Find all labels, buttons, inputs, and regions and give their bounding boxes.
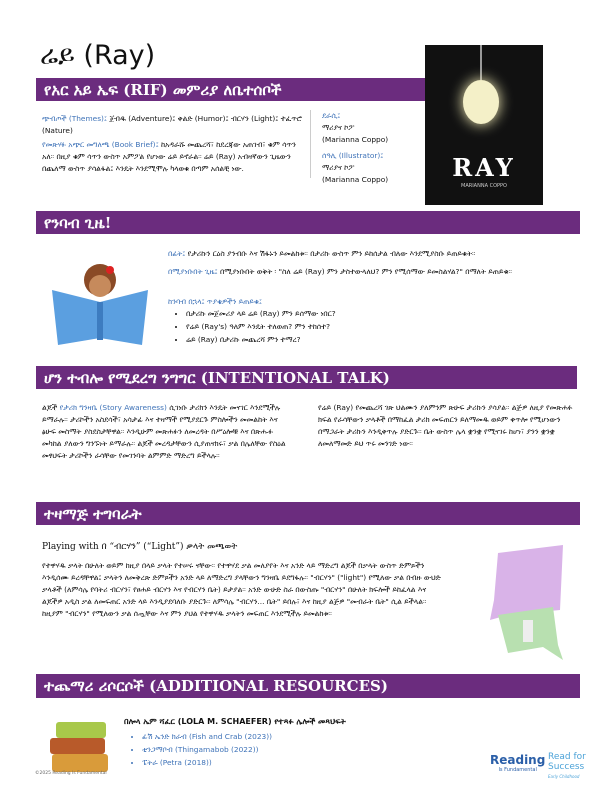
resources-subtitle: በሎላ ኤም ሻፈር (LOLA M. SCHAEFER) የተጻፉ ሌሎች መጻህፍት bbox=[124, 717, 346, 726]
section-header-activity: ተዛማጅ ተግባራት bbox=[36, 502, 580, 525]
book-cover bbox=[425, 45, 543, 205]
themes bbox=[42, 113, 304, 137]
cover-author: MARIANNA COPPO bbox=[461, 183, 507, 189]
copyright: ©2025 Reading Is Fundamental bbox=[35, 771, 107, 776]
rif-logo bbox=[490, 753, 545, 773]
before-reading bbox=[168, 248, 578, 260]
author-label: ደራሲ፤ bbox=[322, 111, 341, 120]
lighthouse-icon bbox=[523, 620, 533, 642]
page-title: ሬይ (Ray) bbox=[40, 40, 156, 71]
child-reading-illustration bbox=[50, 250, 155, 345]
during-label: በሚያነቡበት ጊዜ፤ bbox=[168, 267, 218, 276]
during-reading bbox=[168, 266, 578, 278]
before-text: የታሪኩን ርዕስ ያንብቡ እና ሽፋኑን ይመልከቱ። በታሪኩ ውስጥ ምን ይከሰታል ብለው እንደሚያስቡ ይጠይቁት። bbox=[187, 249, 476, 258]
divider bbox=[310, 110, 311, 178]
speech-bubbles-illustration bbox=[478, 545, 568, 660]
brief-label: የመጽሃፉ አጭር መግለጫ (Book Brief)፤ bbox=[42, 140, 159, 149]
rfs-logo-main: Read for Success bbox=[548, 752, 586, 772]
list-item: • በታሪኩ መጀመሪያ ላይ ሬይ (Ray) ምን ይሰማው ነበር? bbox=[186, 307, 336, 320]
story-awareness-label: የታሪክ ግንዛቤ (Story Awareness) bbox=[59, 403, 167, 412]
author-en: (Marianna Coppo) bbox=[322, 135, 389, 144]
section-header-reading: የንባብ ጊዜ! bbox=[36, 211, 580, 234]
credits bbox=[322, 110, 422, 186]
before-label: በፊት፤ bbox=[168, 249, 186, 258]
section-header-guide: የአር አይ ኤፍ (RIF) መምሪያ ለቤተሰቦች bbox=[36, 78, 426, 101]
rfs-logo-sub: Early Childhood bbox=[548, 774, 580, 779]
illustrator-label: ሰዓሊ (Illustrator)፤ bbox=[322, 151, 384, 160]
illustrator-en: (Marianna Coppo) bbox=[322, 175, 389, 184]
question-list bbox=[172, 307, 336, 346]
talk-p1-start: ልጆች bbox=[42, 403, 60, 412]
after-label: ከንባብ በኋላ፤ ጥያቄዎችን ይጠይቁ፤ bbox=[168, 297, 262, 306]
book-brief bbox=[42, 139, 304, 175]
books-stack-icon bbox=[48, 718, 113, 778]
book-link[interactable]: • ፊሽ ኤንድ ክራብ (Fish and Crab (2023)) bbox=[142, 730, 272, 743]
activity-subtitle: Playing with በ “ብርሃን” (“Light”) ቃላት መጫወት bbox=[42, 542, 238, 552]
author-am: ማሪያና ኮፖ bbox=[322, 123, 355, 132]
talk-paragraph-1 bbox=[42, 402, 292, 462]
section-header-talk: ሆን ተብሎ የሚደረግ ንግግር (INTENTIONAL TALK) bbox=[36, 366, 577, 389]
brief-text: ከአዳራሹ መጨረሻ፣ ከደረጃው አጠገብ፣ ቁም ሳጥን አለ። በዚያ ቁም ሳጥን ውስጥ አምፖል የሆነው ሬይ ይኖራል። ሬይ (Ray) አብዛኛውን ጊዜውን በጨለማ ውስጥ ያሳልፋል፤ እንዴት እንደሚሞሉ ካላወቁ በጣም አሰልቺ ነው. bbox=[42, 140, 296, 173]
themes-text: ጀብዱ (Adventure)፤ ቀልድ (Humor)፤ ብርሃን (Light)፤ ተፈጥሮ (Nature) bbox=[42, 114, 302, 135]
themes-label: ጭብጦች (Themes)፤ bbox=[42, 114, 107, 123]
book-list bbox=[128, 730, 272, 769]
section-header-resources: ተጨማሪ ሪሶርሶች (ADDITIONAL RESOURCES) bbox=[36, 674, 580, 698]
during-text: በሚያነቡበት ወቅት ፡ "ስለ ሬይ (Ray) ምን ታስተውላለህ? ምን የሚሰማው ይመስልሃል?" በማለት ይጠይቁ። bbox=[219, 267, 512, 276]
talk-paragraph-2: የሬይ (Ray) የመጨረሻ ገጽ ህልሙን ያለምንም ጽሁፍ ታሪኩን ያሳያል። ልጅዎ ለዚያ የመጽሐፉ ክፍል የራሳቸውን ቃላቶች በማከፈል ታሪክ መፍጠርን ይለማመዱ ወይም ቀጥሎ የሚሆነውን በማጋራት ታሪኩን እንዲቀጥሉ ያድርጉ። ቤት ውስጥ ሌላ ቋንቋ የሚናገሩ ከሆነ፣ ያንን ቋንቋ ለመለማመድ ይህ ጥሩ መንገድ ነው። bbox=[318, 403, 573, 448]
cord bbox=[480, 45, 482, 80]
cover-title: RAY bbox=[452, 153, 516, 182]
book-link[interactable]: • ፔትራ (Petra (2018)) bbox=[142, 756, 272, 769]
rif-logo-main: Reading bbox=[490, 753, 546, 767]
book-link[interactable]: • ቲንጋማቦብ (Thingamabob (2022)) bbox=[142, 743, 272, 756]
talk-p1-text: ሲገነቡ ታሪክን እንዴት መናገር እንደሚችሉ ይማራሉ። ታሪኮችን አስደሳች፣ አሳታፊ እና ተዛማች የሚያደርጉ ምስሎችን መመልከት እና ፅሁፍ መስማት ያስደስታቸዋል። እንዲሁም መጽሐፉን ለመረዳት በሥዕሎቹ እና በጽሑፉ መካከል ያለውን ግንኙነት ይማራሉ። ልጆች መረዳታቸውን ሲያጠናክሩ፣ ቃል በሌለቸው የስዕል መፃህፍት ታሪኮችን ራሳቸው የመገንባት ልምምድ ማድረግ ይችላሉ። bbox=[42, 403, 286, 460]
illustrator-am: ማሪያና ኮፖ bbox=[322, 163, 355, 172]
read-for-success-logo bbox=[548, 752, 596, 782]
list-item: • የሬይ (Ray's) ዓለም እንዴት ተለወጠ? ምን ተከሰተ? bbox=[186, 320, 336, 333]
list-item: • ሬይ (Ray) በታሪኩ መጨረሻ ምን ተማረ? bbox=[186, 333, 336, 346]
activity-text: የተዋሃዱ ቃላት በሁለት ወይም ከዚያ በላይ ቃላት የተሠሩ ናቸው። የተዋሃደ ቃል መለያየት እና አንድ ላይ ማድረግ ልጆች በቃላት ውስጥ ድምጾችን እንዲሰሙ ይረዳቸዋል፤ ቃላትን ለመቅረጽ ድምጾችን አንድ ላይ ለማድረግ ያላቸውን ግንዛቤ ይደግፋሉ። "ብርሃን" ("light") የሚለው ቃል በብዙ ውህድ ቃላቶች (ለምሳሌ የባትሪ ብርሃን፣ የፀሐይ ብርሃን እና የብርሃን ቤት) ይታያል። አንድ ውሁድ ስራ በውስጡ "ብርሃን" በሁለት ክፍሎች ይከፈላል እና ልጆችዎ አዲስ ቃል ለመፍጠር አንድ ላይ እንዲያደባለቡ ያድርጉ። ለምሳሌ "ብርሃን... ቤት" ይበሉ፣ እና ከዚያ ልጅዎ "መብራት ቤት" ሲል ይችላል። ከዚያም "ብርሃን" የሚለውን ቃል ሰጧቸው እና ምን ያህል የተዋሃዱ ቃላትን መፍጠር እንደሚችሉ ይመልከቱ። bbox=[42, 561, 441, 618]
rif-logo-sub: Is Fundamental bbox=[498, 767, 537, 773]
lightbulb-icon bbox=[463, 80, 499, 124]
